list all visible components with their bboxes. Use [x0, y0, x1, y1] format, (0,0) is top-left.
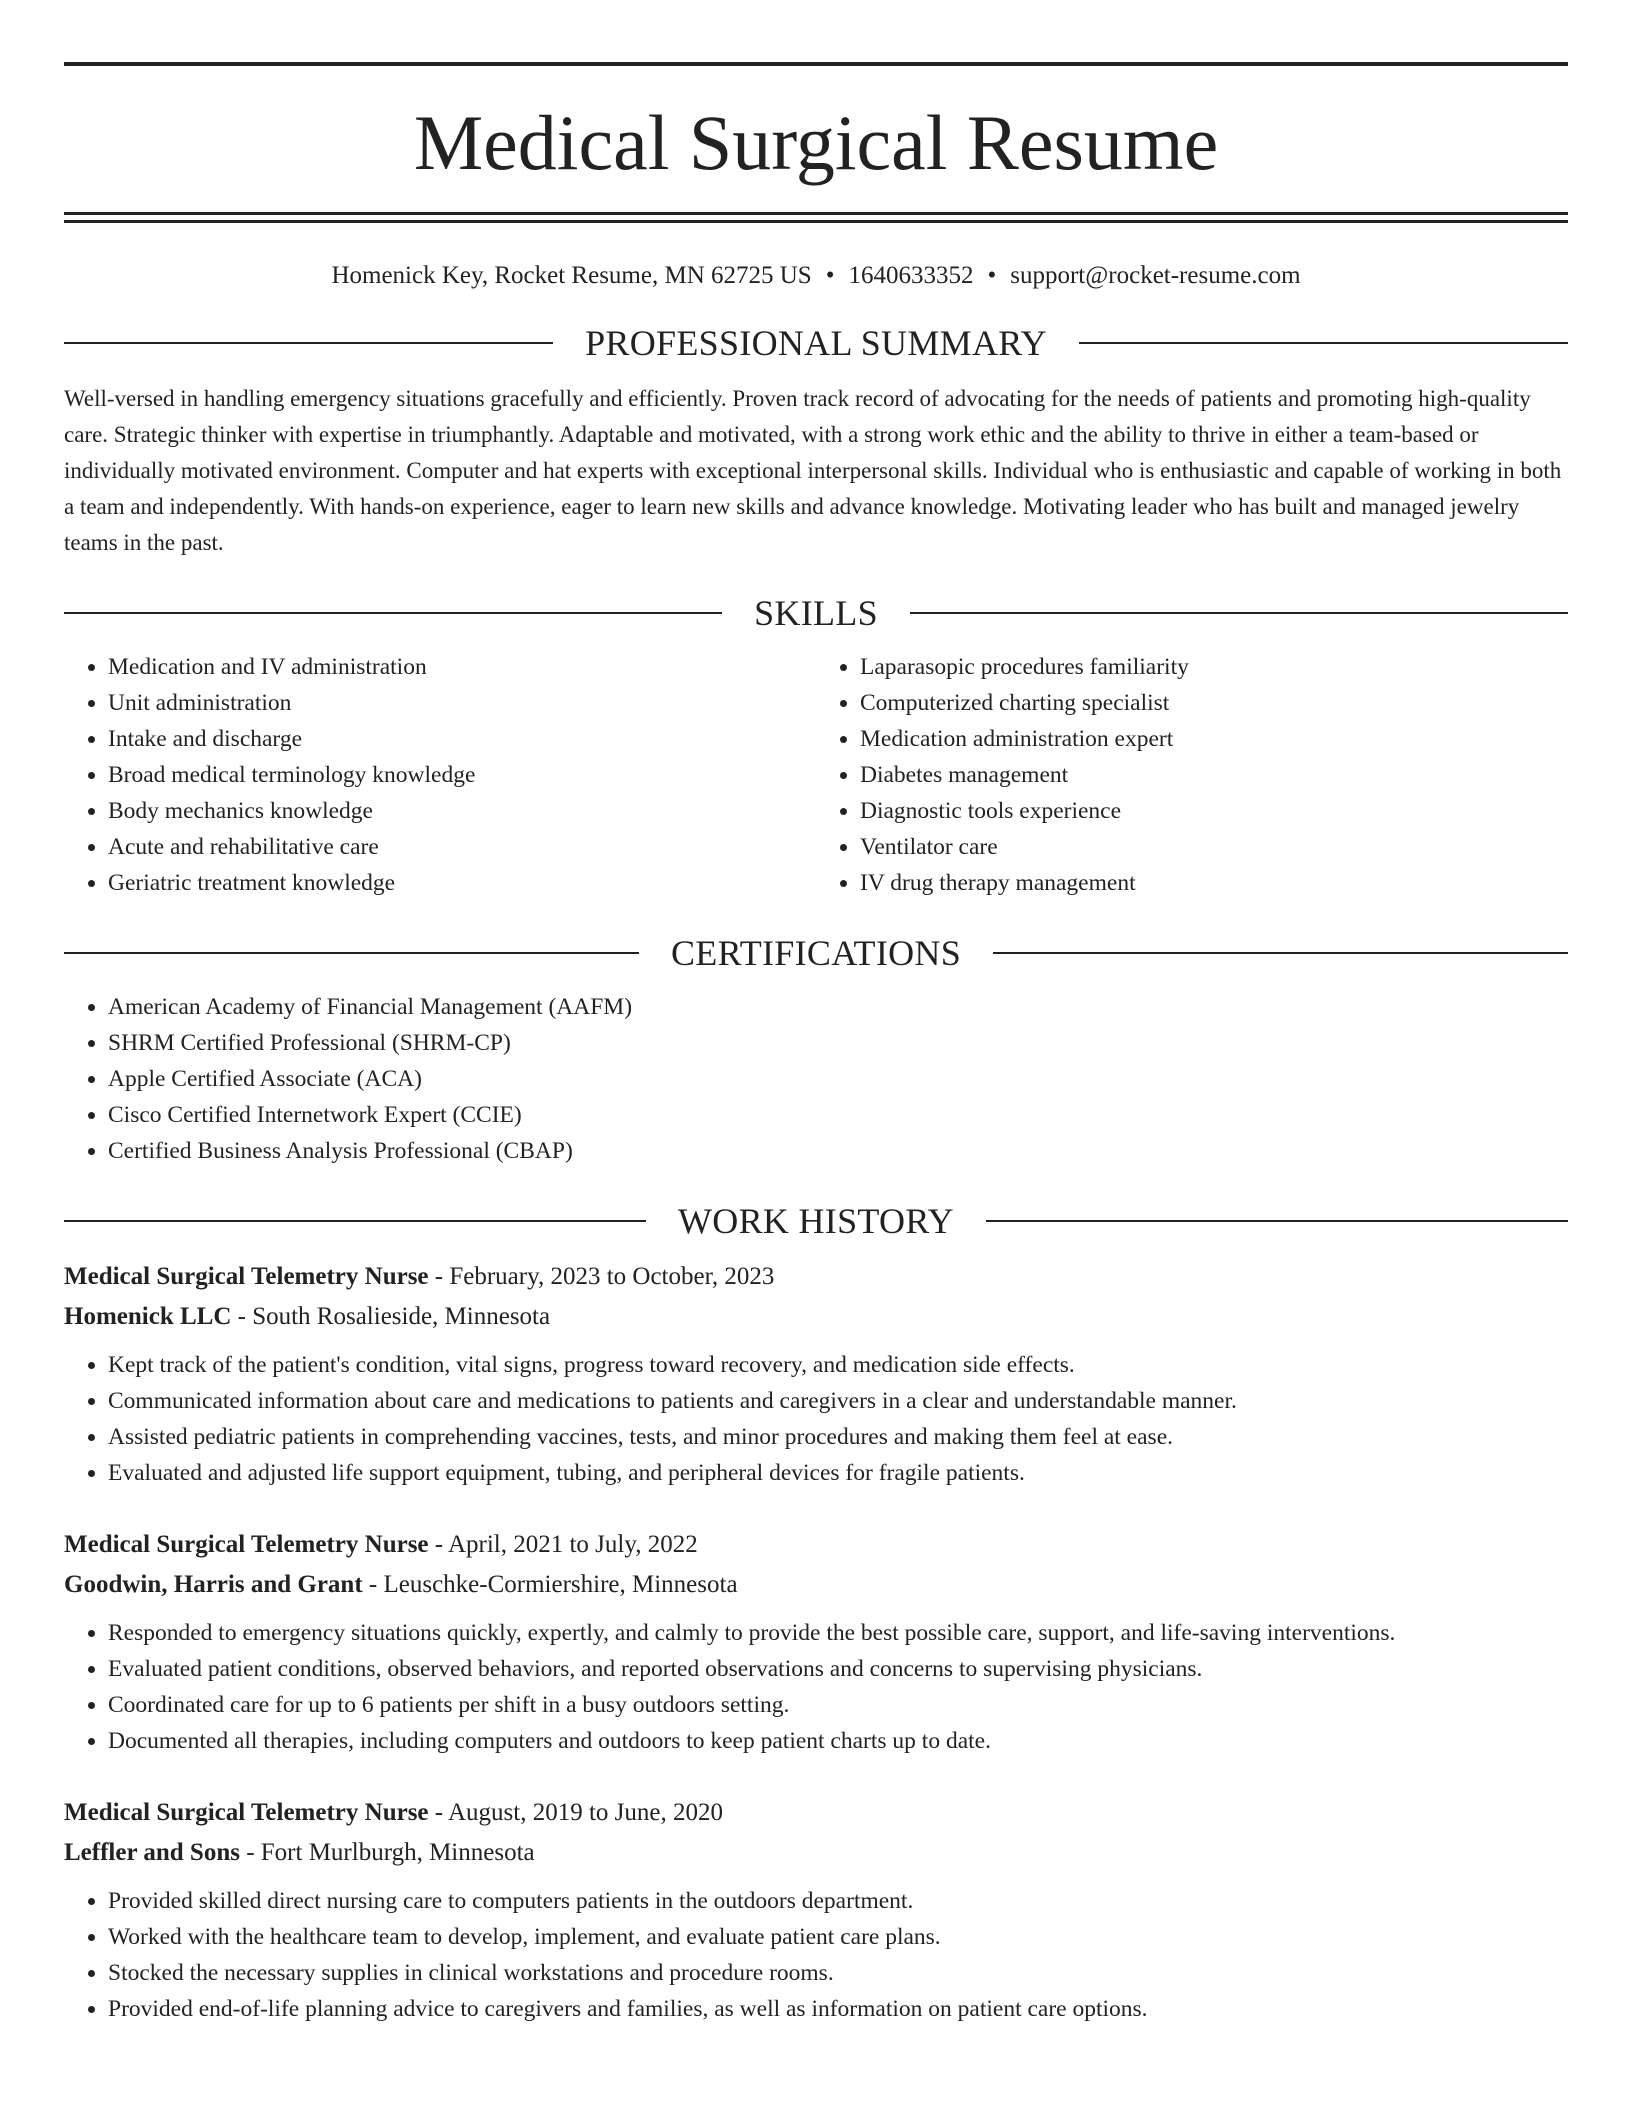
skill-item: • Geriatric treatment knowledge: [108, 865, 816, 901]
resume-title: Medical Surgical Resume: [413, 99, 1219, 186]
job-location: - Leuschke-Cormiershire, Minnesota: [362, 1571, 738, 1598]
job-bullet: • Worked with the healthcare team to develop, implement, and evaluate patient care plans.: [108, 1919, 1568, 1955]
certification-item: • American Academy of Financial Management (AAFM): [108, 989, 1568, 1025]
job-role-line: [64, 1793, 1568, 1833]
certification-item: • SHRM Certified Professional (SHRM-CP): [108, 1025, 1568, 1061]
section-title-certifications: CERTIFICATIONS: [670, 933, 962, 973]
skills-list: [64, 649, 1568, 901]
job-entry: [64, 1257, 1568, 1491]
section-title-summary: PROFESSIONAL SUMMARY: [585, 323, 1047, 363]
skill-item: • Diabetes management: [860, 757, 1568, 793]
job-role: Medical Surgical Telemetry Nurse: [64, 1531, 429, 1558]
contact-separator: •: [987, 262, 997, 289]
job-bullet: • Communicated information about care and medications to patients and caregivers in a clear and understandable manner.: [108, 1383, 1568, 1419]
contact-phone: 1640633352: [848, 262, 974, 289]
title-double-rule: [64, 212, 1568, 223]
section-header-work-history: [64, 1203, 1568, 1239]
skill-item: • Acute and rehabilitative care: [108, 829, 816, 865]
job-bullet: • Stocked the necessary supplies in clinical workstations and procedure rooms.: [108, 1955, 1568, 1991]
certification-item: • Apple Certified Associate (ACA): [108, 1061, 1568, 1097]
skill-item: • Ventilator care: [860, 829, 1568, 865]
section-rule-right: [993, 952, 1568, 954]
section-rule-right: [986, 1220, 1568, 1222]
job-bullet: • Provided end-of-life planning advice to caregivers and families, as well as information on patient care options.: [108, 1991, 1568, 2027]
job-company: Leffler and Sons: [64, 1839, 240, 1866]
skill-item: • IV drug therapy management: [860, 865, 1568, 901]
job-entry: [64, 1793, 1568, 2027]
skill-item: • Broad medical terminology knowledge: [108, 757, 816, 793]
job-bullet: • Evaluated patient conditions, observed behaviors, and reported observations and concerns to supervising physicians.: [108, 1651, 1568, 1687]
section-header-certifications: [64, 935, 1568, 971]
section-header-skills: [64, 595, 1568, 631]
contact-address: Homenick Key, Rocket Resume, MN 62725 US: [331, 262, 812, 289]
job-role-line: [64, 1257, 1568, 1297]
section-title-work-history: WORK HISTORY: [678, 1201, 954, 1241]
job-company: Goodwin, Harris and Grant: [64, 1571, 363, 1598]
certification-item: • Certified Business Analysis Professional (CBAP): [108, 1133, 1568, 1169]
job-bullet: • Kept track of the patient's condition, vital signs, progress toward recovery, and medication side effects.: [108, 1347, 1568, 1383]
summary-paragraph: Well-versed in handling emergency situations gracefully and efficiently. Proven track record of advocating for the needs of patients and promoting high-quality care. Strategic thinker with expertise in triumphantly. Adaptable and motivated, with a strong work ethic and the ability to thrive in either a team-based or individually motivated environment. Computer and hat experts with exceptional interpersonal skills. Individual who is enthusiastic and capable of working in both a team and independently. With hands-on experience, eager to learn new skills and advance knowledge. Motivating leader who has built and managed jewelry teams in the past.: [64, 386, 1562, 555]
contact-email: support@rocket-resume.com: [1010, 262, 1301, 289]
section-title-skills: SKILLS: [754, 593, 878, 633]
section-rule-left: [64, 342, 553, 344]
skills-column-right: [816, 649, 1568, 901]
job-company-line: [64, 1297, 1568, 1337]
job-entry: [64, 1525, 1568, 1759]
certification-item: • Cisco Certified Internetwork Expert (CCIE): [108, 1097, 1568, 1133]
section-rule-left: [64, 1220, 646, 1222]
job-location: - Fort Murlburgh, Minnesota: [239, 1839, 535, 1866]
job-company-line: [64, 1833, 1568, 1873]
skill-item: • Intake and discharge: [108, 721, 816, 757]
certifications-list: [64, 989, 1568, 1169]
job-role-line: [64, 1525, 1568, 1565]
job-bullet: • Provided skilled direct nursing care to computers patients in the outdoors department.: [108, 1883, 1568, 1919]
job-role: Medical Surgical Telemetry Nurse: [64, 1263, 429, 1290]
job-bullet: • Evaluated and adjusted life support equipment, tubing, and peripheral devices for fragile patients.: [108, 1455, 1568, 1491]
section-rule-right: [1079, 342, 1568, 344]
skill-item: • Unit administration: [108, 685, 816, 721]
section-rule-left: [64, 612, 722, 614]
job-bullet: • Assisted pediatric patients in comprehending vaccines, tests, and minor procedures and making them feel at ease.: [108, 1419, 1568, 1455]
contact-separator: •: [825, 262, 835, 289]
job-dates: - April, 2021 to July, 2022: [428, 1531, 698, 1558]
job-dates: - August, 2019 to June, 2020: [428, 1799, 723, 1826]
section-header-summary: [64, 325, 1568, 361]
skill-item: • Laparasopic procedures familiarity: [860, 649, 1568, 685]
skill-item: • Diagnostic tools experience: [860, 793, 1568, 829]
job-company-line: [64, 1565, 1568, 1605]
job-location: - South Rosalieside, Minnesota: [231, 1303, 551, 1330]
section-rule-right: [910, 612, 1568, 614]
job-bullet: • Coordinated care for up to 6 patients per shift in a busy outdoors setting.: [108, 1687, 1568, 1723]
job-role: Medical Surgical Telemetry Nurse: [64, 1799, 429, 1826]
skill-item: • Body mechanics knowledge: [108, 793, 816, 829]
skills-column-left: [64, 649, 816, 901]
skill-item: • Medication administration expert: [860, 721, 1568, 757]
contact-line: [64, 261, 1568, 291]
job-bullet: • Documented all therapies, including computers and outdoors to keep patient charts up to date.: [108, 1723, 1568, 1759]
top-rule: [64, 62, 1568, 66]
job-dates: - February, 2023 to October, 2023: [428, 1263, 775, 1290]
job-company: Homenick LLC: [64, 1303, 232, 1330]
skill-item: • Medication and IV administration: [108, 649, 816, 685]
skill-item: • Computerized charting specialist: [860, 685, 1568, 721]
job-bullet: • Responded to emergency situations quickly, expertly, and calmly to provide the best possible care, support, and life-saving interventions.: [108, 1615, 1568, 1651]
section-rule-left: [64, 952, 639, 954]
